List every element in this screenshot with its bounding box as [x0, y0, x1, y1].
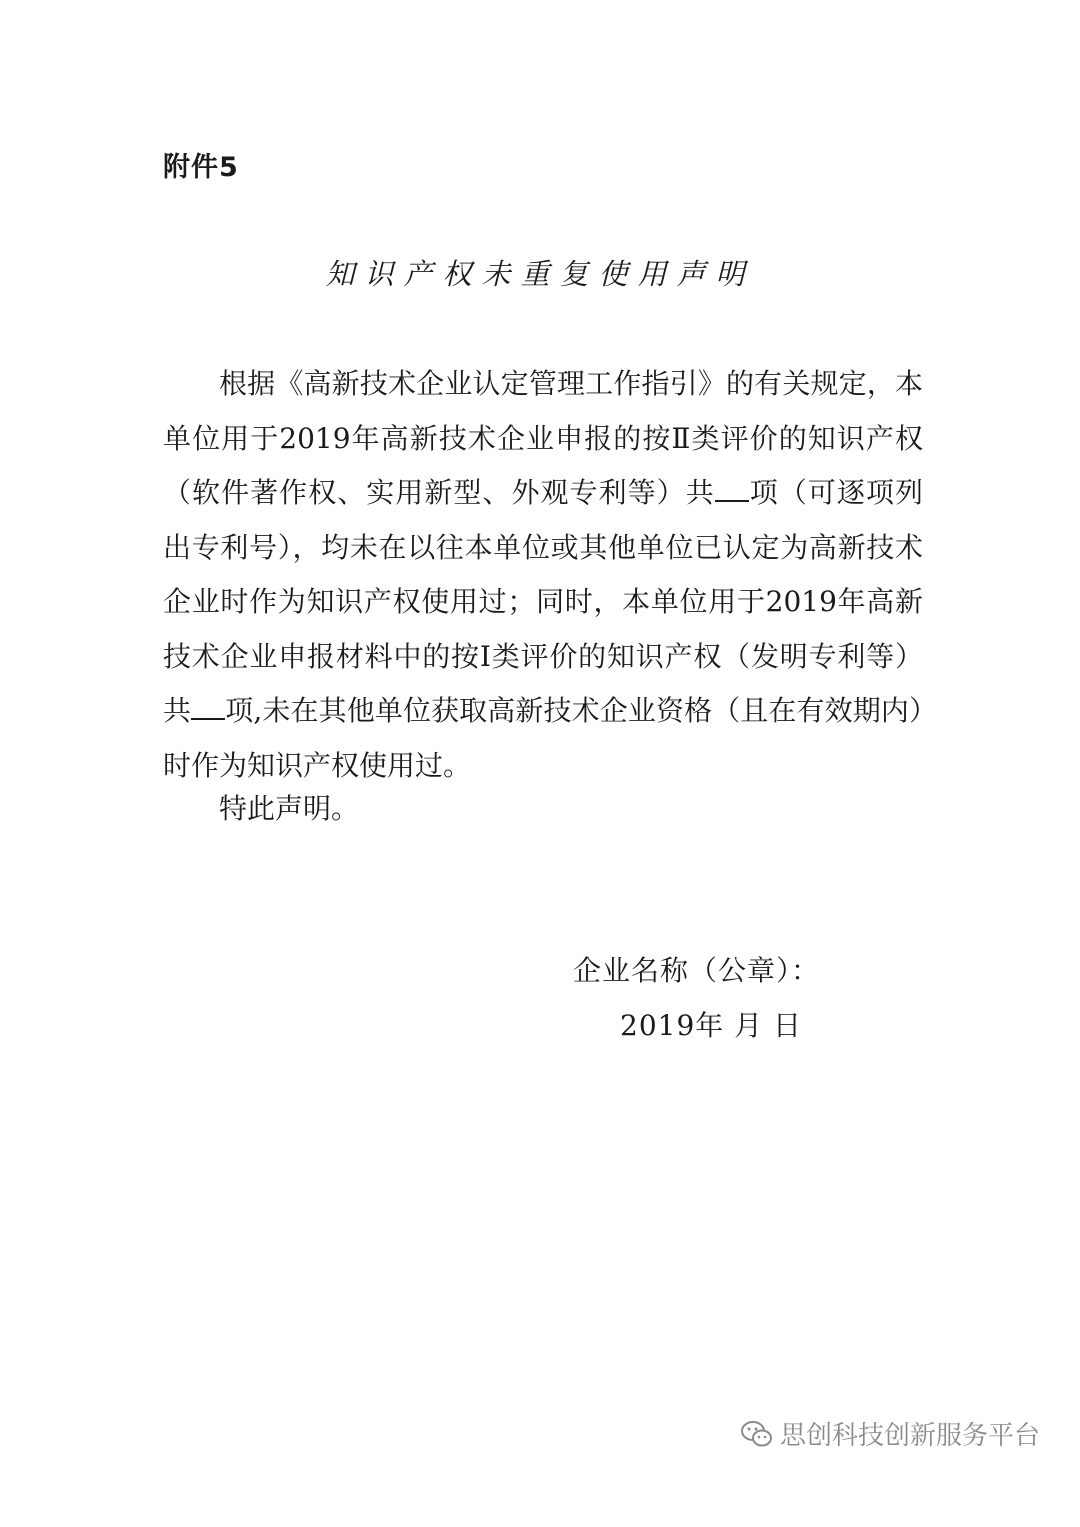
paragraph-part-1: 根据《高新技术企业认定管理工作指引》的有关规定，本单位用于2019年高新技术企业申报的按Ⅱ类评价的知识产权（软件著作权、实用新型、外观专利等）共 — [163, 367, 923, 509]
declaration-paragraph — [163, 357, 923, 793]
paragraph-part-3: 项,未在其他单位获取高新技术企业资格（且在有效期内）时作为知识产权使用过。 — [163, 694, 923, 782]
count-blank-1[interactable] — [715, 472, 749, 502]
closing-statement: 特此声明。 — [219, 792, 360, 825]
count-blank-2[interactable] — [191, 690, 225, 720]
signature-date: 2019年 月 日 — [620, 1009, 803, 1042]
declaration-body — [163, 357, 923, 793]
paragraph-part-2: 项（可逐项列出专利号），均未在以往本单位或其他单位已认定为高新技术企业时作为知识产权使用过；同时，本单位用于2019年高新技术企业申报材料中的按Ⅰ类评价的知识产权（发明专利等）共 — [163, 476, 923, 727]
watermark — [740, 1415, 1040, 1452]
watermark-text: 思创科技创新服务平台 — [779, 1421, 1040, 1451]
attachment-label: 附件5 — [163, 152, 239, 183]
document-title: 知识产权未重复使用声明 — [325, 257, 755, 291]
company-name-label: 企业名称（公章）： — [573, 954, 821, 987]
wechat-icon — [740, 1419, 774, 1449]
